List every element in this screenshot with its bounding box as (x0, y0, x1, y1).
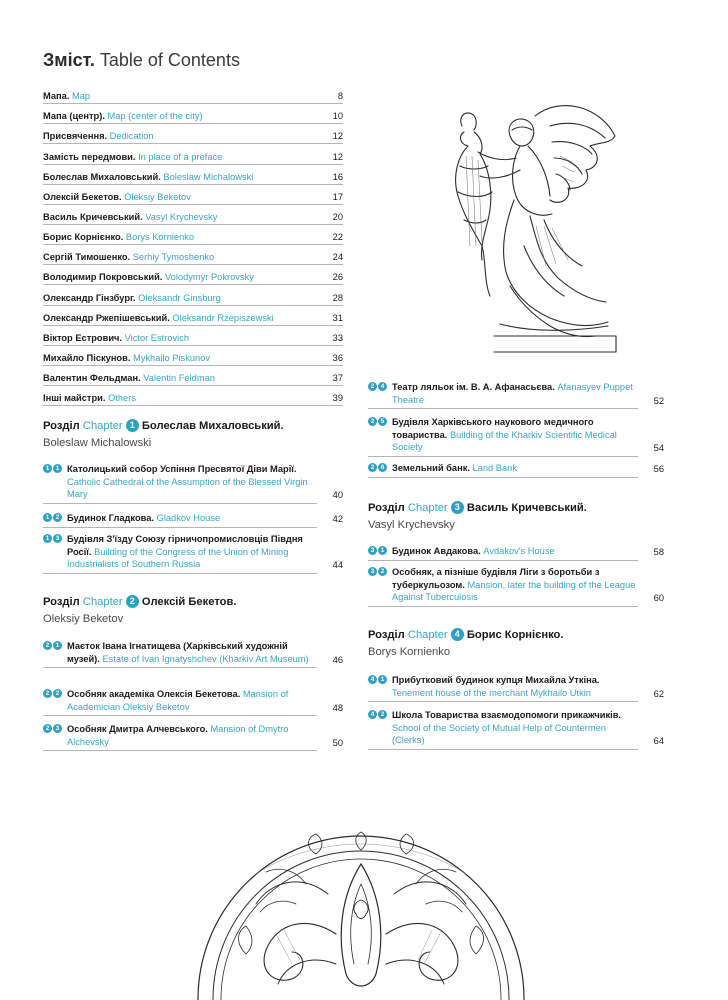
badge-chapter: 4 (368, 675, 377, 684)
chapter-word: Chapter (82, 420, 123, 432)
chapter-word: Chapter (407, 502, 448, 514)
chapter-2-heading[interactable] (43, 594, 343, 628)
angel-engraving-illustration (440, 96, 620, 358)
entry-title-ua: Маєток Івана Ігнатищева (Харківський художній музей). (67, 641, 288, 664)
toc-entry-e21[interactable] (43, 640, 343, 668)
entry-title-ua: Будівля Харківського наукового медичного товариства. (392, 417, 594, 440)
toc-page-number: 10 (332, 111, 343, 122)
toc-label (43, 131, 317, 143)
toc-row[interactable] (43, 326, 343, 346)
chapter-name-en: Boleslaw Michalowski (43, 437, 152, 449)
toc-row[interactable] (43, 306, 343, 326)
entry-number-badge (368, 417, 387, 426)
entry-title-en: School of the Society of Mutual Help of Countermen (Clerks) (392, 722, 606, 746)
entry-text (368, 545, 638, 561)
toc-label (43, 313, 317, 325)
toc-label-en: Dedication (109, 131, 154, 142)
toc-row[interactable] (43, 366, 343, 386)
toc-page-number: 37 (332, 373, 343, 384)
toc-label-en: Valentin Feldman (143, 373, 215, 384)
chapter-name-ua: Олексій Бекетов. (141, 596, 237, 608)
toc-label-ua: Олександр Ржепішевський. (43, 312, 170, 323)
toc-entry-e31[interactable] (368, 545, 664, 561)
toc-entry-e41[interactable] (368, 674, 664, 702)
toc-label (43, 192, 317, 204)
toc-entry-e42[interactable] (368, 709, 664, 750)
toc-label-ua: Мапа (центр). (43, 111, 105, 122)
entry-number-badge (368, 546, 387, 555)
chapter-number-badge: 1 (126, 419, 139, 432)
entry-title-ua: Школа Товариства взаємодопомоги прикажчиків. (392, 710, 622, 720)
entry-title-ua: Католицький собор Успіння Пресвятої Діви Марії. (67, 464, 297, 474)
entry-title-ua: Особняк академіка Олексія Бекетова. (67, 689, 241, 699)
toc-label-en: Oleksandr Ginsburg (138, 292, 221, 303)
toc-label-en: Victor Estrovich (124, 332, 190, 343)
entry-page-number: 52 (653, 395, 664, 406)
toc-row[interactable] (43, 104, 343, 124)
page-title (43, 50, 240, 71)
badge-chapter: 1 (43, 464, 52, 473)
toc-label-en: Others (108, 393, 136, 404)
toc-row[interactable] (43, 265, 343, 285)
entry-page-number: 62 (653, 688, 664, 699)
toc-list (43, 84, 343, 406)
badge-chapter: 2 (368, 463, 377, 472)
entry-text (43, 640, 317, 668)
badge-chapter: 2 (368, 417, 377, 426)
entry-number-badge (43, 464, 62, 473)
toc-page-number: 33 (332, 332, 343, 343)
toc-label (43, 252, 317, 264)
toc-row[interactable] (43, 185, 343, 205)
entry-title-en: Mansion of Academician Oleksiy Beketov (67, 689, 289, 712)
badge-item: 2 (53, 513, 62, 522)
entry-page-number: 56 (653, 464, 664, 474)
entry-number-badge (368, 675, 387, 684)
entry-text (368, 566, 638, 607)
badge-item: 4 (378, 382, 387, 391)
chapter-name-en: Vasyl Krychevsky (368, 519, 455, 531)
toc-label (43, 111, 317, 123)
toc-label (43, 353, 317, 365)
entry-title-en: Land Bank (472, 463, 517, 473)
toc-entry-e32[interactable] (368, 566, 664, 607)
chapter-razdil: Розділ (43, 420, 80, 432)
entry-title-en: Avdakov's House (483, 546, 555, 556)
toc-label-ua: Борис Корнієнко. (43, 232, 124, 243)
badge-item: 2 (378, 567, 387, 576)
toc-label (43, 212, 317, 224)
entry-title-ua: Особняк Дмитра Алчевського. (67, 724, 208, 734)
entry-text (368, 709, 638, 750)
toc-label (43, 333, 317, 345)
toc-row[interactable] (43, 165, 343, 185)
entry-title-ua: Будинок Гладкова. (67, 513, 154, 523)
toc-page-number: 16 (332, 171, 343, 182)
entry-text (368, 674, 638, 702)
entry-number-badge (43, 724, 62, 733)
toc-label-ua: Олександр Гінзбург. (43, 292, 136, 303)
entry-title-ua: Будівля З'їзду Союзу гірничопромисловців Півдня Росії. (67, 534, 303, 557)
toc-page-number: 12 (332, 151, 343, 162)
entry-text (43, 463, 317, 504)
toc-page-number: 20 (332, 211, 343, 222)
entry-text (43, 723, 317, 751)
toc-label-en: Map (72, 91, 91, 102)
chapter-3-heading[interactable] (368, 500, 668, 534)
toc-label-ua: Замість передмови. (43, 151, 136, 162)
toc-page-number: 8 (337, 91, 343, 102)
badge-chapter: 1 (43, 534, 52, 543)
chapter-number-badge: 4 (451, 628, 464, 641)
entry-title-en: Gladkov House (156, 513, 221, 523)
toc-entry-e22[interactable] (43, 688, 343, 716)
toc-row[interactable] (43, 124, 343, 144)
toc-row[interactable] (43, 285, 343, 305)
badge-item: 2 (378, 710, 387, 719)
chapter-4-heading[interactable] (368, 627, 668, 661)
toc-label (43, 232, 317, 244)
chapter-name-en: Oleksiy Beketov (43, 613, 124, 625)
badge-item: 3 (53, 724, 62, 733)
toc-page-number: 31 (332, 312, 343, 323)
badge-chapter: 2 (43, 641, 52, 650)
toc-label (43, 272, 317, 284)
toc-entry-e11[interactable] (43, 463, 343, 504)
entry-page-number: 44 (332, 560, 343, 571)
toc-label-ua: Михайло Піскунов. (43, 352, 131, 363)
toc-page-number: 39 (332, 393, 343, 404)
entry-page-number: 50 (332, 737, 343, 748)
badge-chapter: 3 (368, 567, 377, 576)
toc-label (43, 152, 317, 164)
chapter-number-badge: 3 (451, 501, 464, 514)
toc-entry-e24[interactable] (368, 381, 664, 409)
toc-entry-e12[interactable] (43, 512, 343, 528)
badge-chapter: 2 (43, 689, 52, 698)
toc-entry-e13[interactable] (43, 533, 343, 574)
toc-page-number: 24 (332, 252, 343, 263)
toc-row[interactable] (43, 84, 343, 104)
title-en: Table of Contents (99, 50, 240, 70)
toc-label-en: Map (center of the city) (107, 111, 203, 122)
entry-page-number: 64 (653, 736, 664, 747)
toc-label-ua: Валентин Фельдман. (43, 373, 141, 384)
entry-title-ua: Особняк, а пізніше будівля Ліги з боротьби з туберкульозом. (392, 567, 600, 590)
entry-title-en: Mansion of Dmytro Alchevsky (67, 724, 289, 747)
entry-text (368, 381, 638, 409)
chapter-word: Chapter (82, 596, 123, 608)
entry-text (43, 688, 317, 716)
toc-entry-e25[interactable] (368, 416, 664, 457)
badge-item: 3 (53, 534, 62, 543)
chapter-number-badge: 2 (126, 595, 139, 608)
entry-text (43, 512, 317, 528)
entry-title-en: Estate of Ivan Ignatyshchev (Kharkiv Art Museum) (102, 653, 309, 664)
toc-label-ua: Олексій Бекетов. (43, 191, 122, 202)
entry-number-badge (43, 689, 62, 698)
badge-item: 1 (53, 641, 62, 650)
badge-item: 6 (378, 463, 387, 472)
entry-page-number: 40 (332, 490, 343, 501)
chapter-razdil: Розділ (368, 502, 405, 514)
entry-title-en: Tenement house of the merchant Mykhailo Utkin (392, 687, 591, 698)
entry-number-badge (43, 534, 62, 543)
rosette-engraving-illustration (196, 814, 526, 1000)
toc-label (43, 91, 317, 103)
toc-label-ua: Присвячення. (43, 131, 108, 142)
badge-item: 5 (378, 417, 387, 426)
toc-label-ua: Володимир Покровський. (43, 272, 163, 283)
toc-page-number: 28 (332, 292, 343, 303)
chapter-name-ua: Василь Кричевський. (466, 502, 587, 514)
entry-text (368, 416, 638, 457)
toc-label-en: Vasyl Krychevsky (145, 211, 218, 222)
toc-entry-e23[interactable] (43, 723, 343, 751)
toc-row[interactable] (43, 144, 343, 164)
entry-title-ua: Театр ляльок ім. В. А. Афанасьєва. (392, 382, 555, 392)
toc-row[interactable] (43, 205, 343, 225)
toc-label-en: Mykhailo Piskunov (133, 352, 211, 363)
toc-page-number: 26 (332, 272, 343, 283)
badge-chapter: 3 (368, 546, 377, 555)
entry-page-number: 42 (332, 514, 343, 524)
chapter-razdil: Розділ (43, 596, 80, 608)
toc-label-en: Serhiy Tymoshenko (132, 252, 215, 263)
entry-title-en: Catholic Cathedral of the Assumption of the Blessed Virgin Mary (67, 476, 308, 500)
entry-number-badge (43, 641, 62, 650)
toc-label-en: Oleksiy Beketov (124, 191, 191, 202)
entry-number-badge (368, 382, 387, 391)
toc-entry-e26[interactable] (368, 462, 664, 478)
chapter-name-ua: Болеслав Михаловський. (141, 420, 284, 432)
entry-title-ua: Прибутковий будинок купця Михайла Уткіна. (392, 675, 600, 685)
badge-item: 1 (378, 546, 387, 555)
toc-label-ua: Сергій Тимошенко. (43, 252, 131, 263)
toc-row[interactable] (43, 245, 343, 265)
entry-title-en: Afanasyev Puppet Theatre (392, 382, 633, 405)
toc-page-number: 36 (332, 352, 343, 363)
entry-page-number: 60 (653, 593, 664, 604)
toc-label (43, 393, 317, 405)
toc-label-ua: Болеслав Михаловський. (43, 171, 161, 182)
toc-page-number: 22 (332, 232, 343, 243)
toc-label-en: Borys Kornienko (125, 232, 195, 243)
entry-title-en: Building of the Kharkiv Scientific Medical Society (392, 429, 617, 453)
entry-page-number: 48 (332, 702, 343, 713)
toc-label (43, 172, 317, 184)
toc-label-en: In place of a preface (138, 151, 223, 162)
toc-row[interactable] (43, 346, 343, 366)
toc-label (43, 293, 317, 305)
chapter-name-en: Borys Kornienko (368, 646, 451, 658)
badge-chapter: 4 (368, 710, 377, 719)
badge-chapter: 2 (43, 724, 52, 733)
entry-title-ua: Будинок Авдакова. (392, 546, 481, 556)
badge-item: 1 (53, 464, 62, 473)
toc-label-ua: Віктор Естрович. (43, 332, 123, 343)
entry-text (368, 462, 638, 478)
chapter-word: Chapter (407, 629, 448, 641)
toc-label-en: Volodymyr Pokrovsky (164, 272, 254, 283)
entry-title-en: Building of the Congress of the Union of Mining Industrialists of Southern Russia (67, 546, 289, 570)
entry-number-badge (368, 710, 387, 719)
entry-title-ua: Земельний банк. (392, 463, 470, 473)
chapter-razdil: Розділ (368, 629, 405, 641)
toc-label-en: Oleksandr Rzepiszewski (172, 312, 274, 323)
entry-page-number: 46 (332, 654, 343, 665)
entry-page-number: 58 (653, 547, 664, 557)
chapter-name-ua: Борис Корнієнко. (466, 629, 564, 641)
toc-row[interactable] (43, 386, 343, 406)
entry-number-badge (368, 463, 387, 472)
entry-number-badge (43, 513, 62, 522)
entry-page-number: 54 (653, 443, 664, 454)
entry-title-en: Mansion, later the building of the League Against Tuberculosis (392, 579, 636, 603)
badge-chapter: 2 (368, 382, 377, 391)
chapter-1-heading[interactable] (43, 418, 343, 452)
toc-label-ua: Василь Кричевський. (43, 211, 143, 222)
toc-page-number: 17 (332, 191, 343, 202)
entry-text (43, 533, 317, 574)
toc-page-number: 12 (332, 131, 343, 142)
toc-label (43, 373, 317, 385)
toc-label-en: Boleslaw Michalowski (163, 171, 254, 182)
toc-label-ua: Мапа. (43, 91, 70, 102)
badge-item: 2 (53, 689, 62, 698)
toc-row[interactable] (43, 225, 343, 245)
toc-label-ua: Інші майстри. (43, 393, 106, 404)
entry-number-badge (368, 567, 387, 576)
badge-chapter: 1 (43, 513, 52, 522)
title-ua: Зміст. (43, 50, 95, 70)
badge-item: 1 (378, 675, 387, 684)
